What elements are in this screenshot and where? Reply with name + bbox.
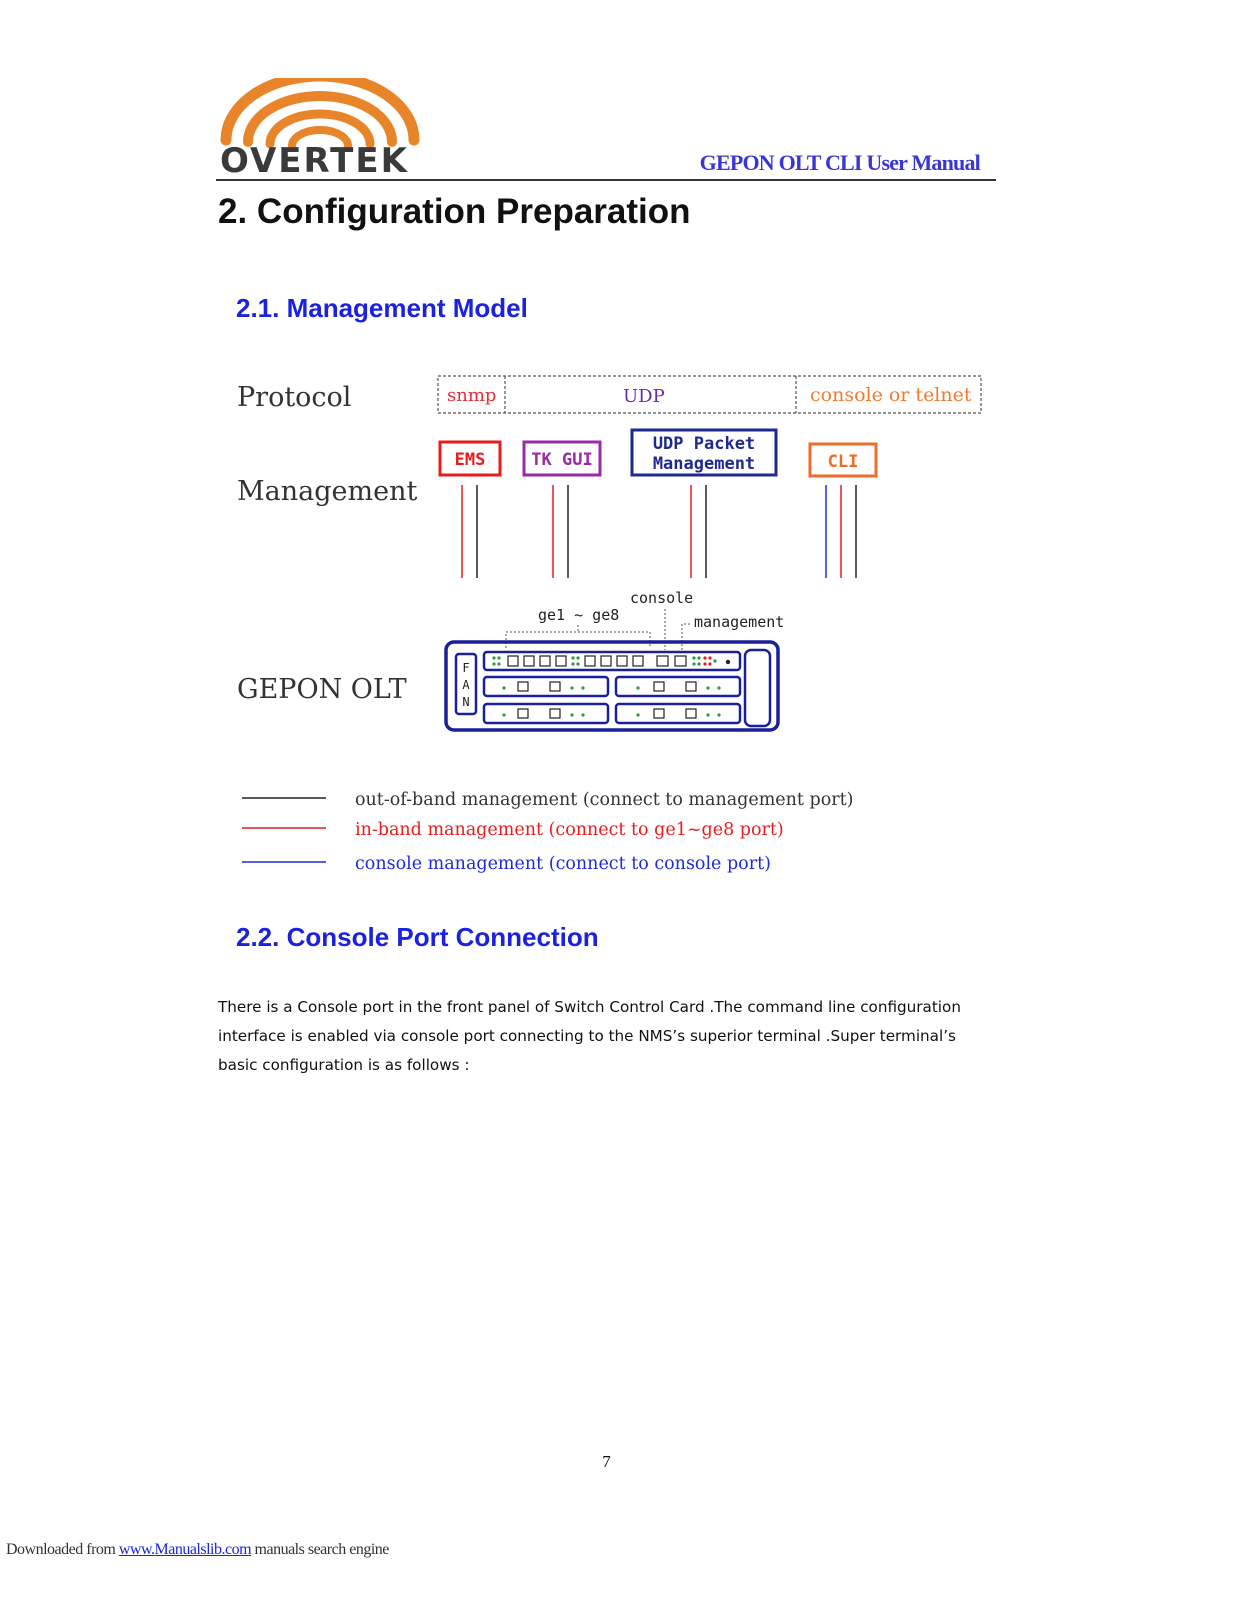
- snmp-label: snmp: [447, 385, 497, 406]
- tkgui-label: TK GUI: [531, 450, 593, 470]
- footer-suffix: manuals search engine: [251, 1541, 389, 1558]
- svg-text:OVERTEK: OVERTEK: [220, 141, 409, 176]
- console-port-label: console: [630, 589, 694, 607]
- fan-letter-a: A: [462, 678, 470, 692]
- overtek-logo: [218, 78, 422, 176]
- udp-packet-line2: Management: [652, 454, 756, 474]
- olt-row-label: GEPON OLT: [237, 674, 407, 705]
- console-telnet-label: console or telnet: [810, 384, 972, 406]
- management-model-diagram: [228, 368, 998, 893]
- fan-letter-f: F: [462, 661, 470, 675]
- section-title-console-port-connection: 2.2. Console Port Connection: [236, 922, 599, 952]
- line-card-1: [484, 677, 608, 696]
- line-card-3: [484, 704, 608, 723]
- right-handle: [745, 650, 770, 726]
- olt-chassis: [446, 642, 778, 730]
- footer-prefix: Downloaded from: [6, 1541, 119, 1558]
- legend-text-out-of-band: out-of-band management (connect to management port): [355, 790, 854, 810]
- switch-control-card: [484, 652, 740, 670]
- section-title-management-model: 2.1. Management Model: [236, 293, 528, 323]
- management-row-label: Management: [237, 476, 418, 507]
- line-card-4: [616, 704, 740, 723]
- body-paragraph: There is a Console port in the front panel of Switch Control Card .The command line configuration interface is enabled via console port connecting to the NMS’s superior terminal .Super terminal’s basic configuration is as follows :: [218, 998, 961, 1074]
- udp-packet-line1: UDP Packet: [652, 434, 756, 454]
- protocol-row-label: Protocol: [237, 382, 352, 413]
- footer: [6, 1541, 389, 1559]
- manualslib-link[interactable]: www.Manualslib.com: [118, 1541, 252, 1558]
- ems-label: EMS: [454, 450, 486, 470]
- header-divider: [216, 179, 996, 181]
- legend-text-console: console management (connect to console port): [355, 854, 771, 874]
- line-card-2: [616, 677, 740, 696]
- udp-label: UDP: [623, 386, 665, 407]
- legend-text-in-band: in-band management (connect to ge1~ge8 port): [355, 820, 784, 840]
- ge-port-label: ge1 ~ ge8: [538, 606, 620, 624]
- chapter-title: 2. Configuration Preparation: [218, 192, 691, 231]
- cli-label: CLI: [827, 452, 859, 472]
- manual-title: GEPON OLT CLI User Manual: [699, 150, 980, 175]
- fan-letter-n: N: [462, 695, 470, 709]
- page-number: 7: [602, 1452, 611, 1471]
- management-port-label: management: [694, 613, 785, 631]
